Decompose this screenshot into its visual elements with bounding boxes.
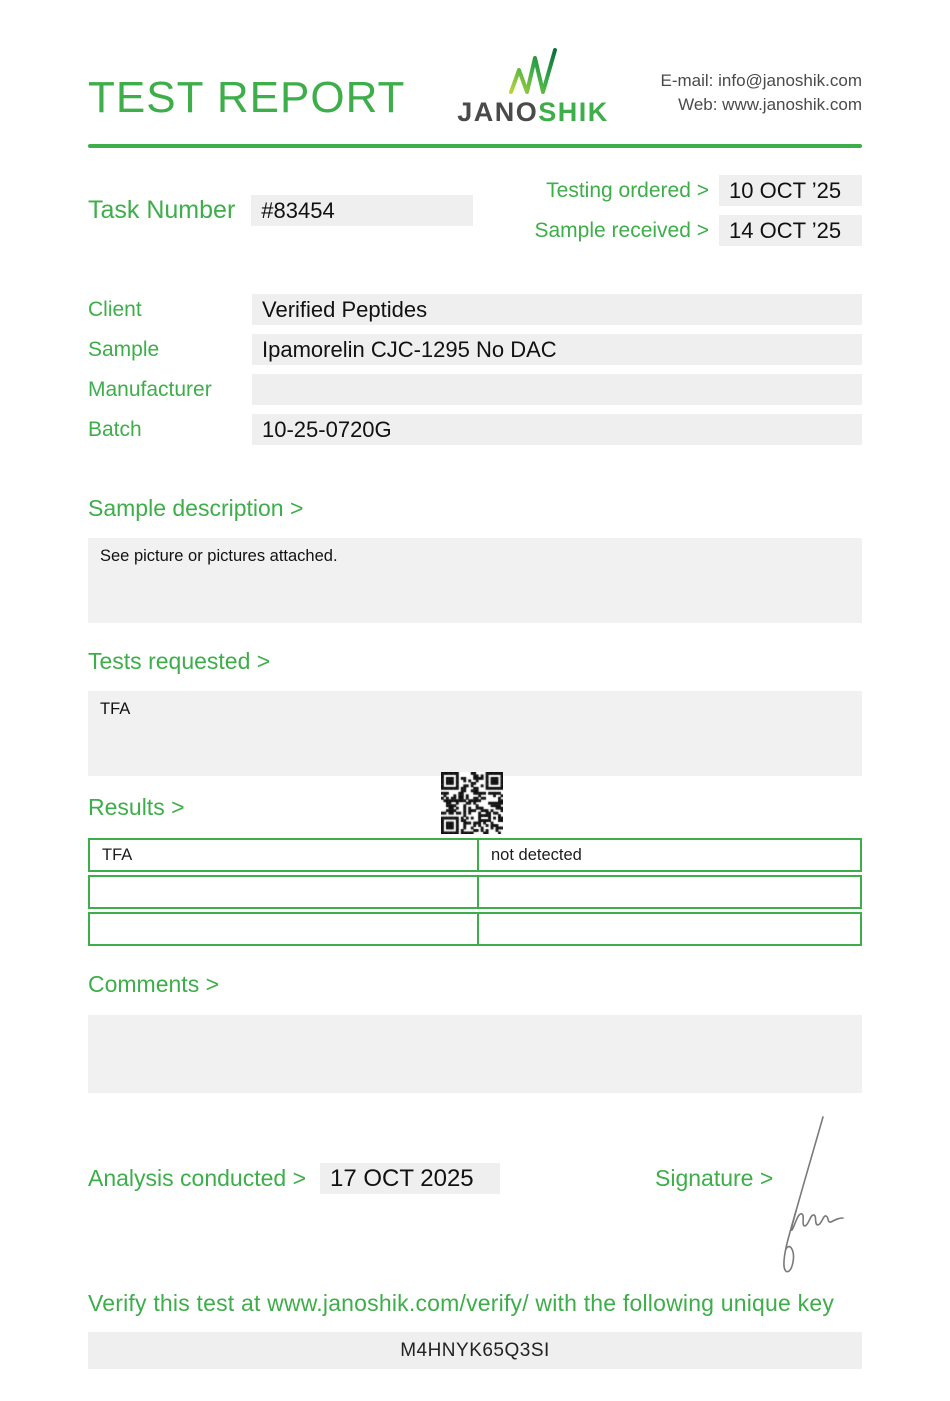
trend-chart-icon — [507, 46, 559, 96]
sample-received-value: 14 OCT ’25 — [719, 215, 862, 246]
verify-instruction: Verify this test at www.janoshik.com/verify/ with the following unique key — [88, 1290, 835, 1316]
comments-section — [88, 971, 862, 1093]
results-section — [88, 794, 862, 946]
table-row — [88, 838, 862, 872]
batch-label: Batch — [88, 417, 142, 441]
info-section — [88, 294, 862, 445]
unique-key: M4HNYK65Q3SI — [88, 1332, 862, 1369]
task-number-label: Task Number — [88, 196, 236, 224]
manufacturer-row — [88, 374, 862, 405]
result-value-cell — [479, 914, 860, 944]
logo-word-green: SHIK — [538, 97, 609, 127]
sample-description-box: See picture or pictures attached. — [88, 538, 862, 623]
comments-box — [88, 1015, 862, 1093]
client-label: Client — [88, 297, 142, 321]
result-value-cell — [479, 877, 860, 907]
result-test-cell — [90, 877, 479, 907]
tests-requested-label: Tests requested > — [88, 648, 271, 674]
janoshik-logo — [457, 46, 609, 126]
client-value: Verified Peptides — [252, 294, 862, 325]
tests-requested-box: TFA — [88, 691, 862, 776]
manufacturer-value — [252, 374, 862, 405]
results-table — [88, 838, 862, 946]
analysis-signature-row — [88, 1163, 862, 1194]
signature-label: Signature > — [655, 1165, 774, 1191]
client-row — [88, 294, 862, 325]
sample-value: Ipamorelin CJC-1295 No DAC — [252, 334, 862, 365]
contact-block — [661, 69, 863, 126]
contact-email: E-mail: info@janoshik.com — [660, 70, 862, 90]
sample-received-label: Sample received > — [534, 218, 709, 242]
results-label: Results > — [88, 794, 185, 820]
result-value-cell: not detected — [491, 845, 582, 864]
analysis-conducted-value: 17 OCT 2025 — [320, 1163, 500, 1194]
sample-description-label: Sample description > — [88, 495, 304, 521]
sample-received-row — [534, 215, 862, 246]
header-divider — [88, 144, 862, 148]
testing-ordered-row — [534, 175, 862, 206]
logo-wordmark — [457, 99, 609, 126]
dates-group — [534, 175, 862, 246]
contact-web: Web: www.janoshik.com — [678, 95, 862, 115]
page-title: TEST REPORT — [88, 73, 406, 122]
table-row — [88, 912, 862, 946]
testing-ordered-value: 10 OCT ’25 — [719, 175, 862, 206]
result-test-cell: TFA — [90, 840, 479, 870]
tests-requested-section — [88, 648, 862, 776]
task-number-group — [88, 175, 473, 246]
task-section — [88, 175, 862, 246]
testing-ordered-label: Testing ordered > — [546, 178, 709, 202]
sample-label: Sample — [88, 337, 160, 361]
table-row — [88, 875, 862, 909]
manufacturer-label: Manufacturer — [88, 377, 212, 401]
batch-row — [88, 414, 862, 445]
sample-description-section — [88, 495, 862, 623]
analysis-conducted-label: Analysis conducted > — [88, 1165, 306, 1191]
sample-row — [88, 334, 862, 365]
task-number-value: #83454 — [251, 195, 473, 226]
qr-code-icon — [441, 772, 503, 834]
signature-icon — [763, 1113, 848, 1286]
comments-label: Comments > — [88, 971, 220, 997]
header — [88, 46, 862, 126]
result-test-cell — [90, 914, 479, 944]
analysis-group — [88, 1163, 500, 1194]
batch-value: 10-25-0720G — [252, 414, 862, 445]
logo-word-dark: JANO — [457, 97, 539, 127]
